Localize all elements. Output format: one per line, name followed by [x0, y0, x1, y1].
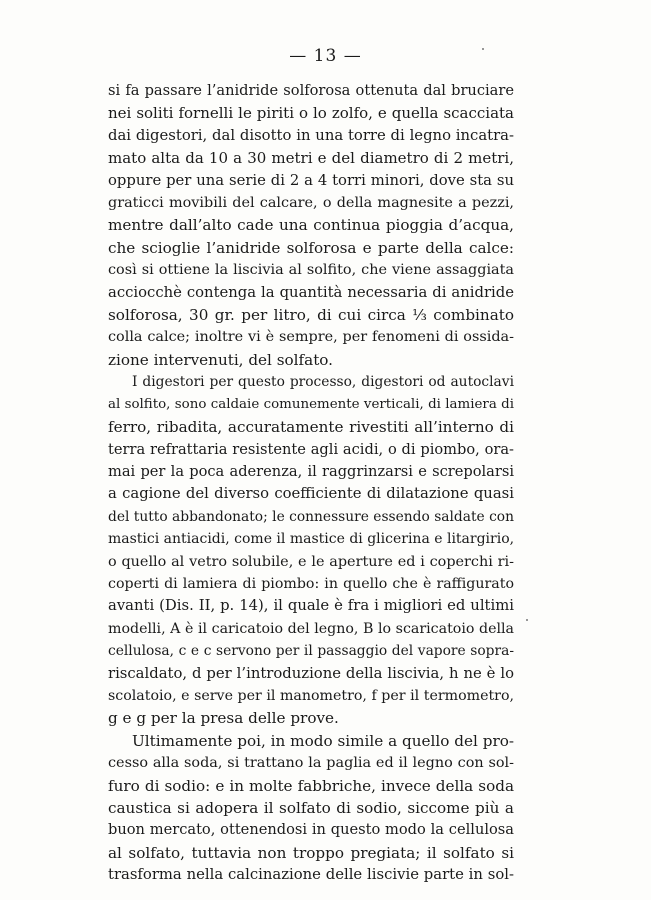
paragraph-first-line: Ultimamente poi, in modo simile a quello del pro-: [132, 731, 514, 750]
text-line: furo di sodio: e in molte fabbriche, invece della soda: [108, 776, 514, 795]
text-line: o quello al vetro solubile, e le aperture ed i coperchi ri-: [108, 553, 514, 570]
body-text: [108, 80, 514, 887]
text-line: nei soliti fornelli le piriti o lo zolfo, e quella scacciata: [108, 104, 514, 123]
text-line: così si ottiene la liscivia al solfito, che viene assaggiata: [108, 262, 514, 279]
paragraph-end-line: g e g per la presa delle prove.: [108, 709, 339, 728]
text-line: al solfito, sono caldaie comunemente verticali, di lamiera di: [108, 396, 514, 412]
text-line: oppure per una serie di 2 a 4 torri minori, dove sta su: [108, 171, 514, 189]
text-line: riscaldato, d per l’introduzione della liscivia, h ne è lo: [108, 664, 514, 682]
text-line: cellulosa, c e c servono per il passaggio del vapore sopra-: [108, 643, 514, 660]
text-line: avanti (Dis. II, p. 14), il quale è fra i migliori ed ultimi: [108, 597, 514, 615]
text-line: graticci movibili del calcare, o della magnesite a pezzi,: [108, 195, 514, 212]
text-line: buon mercato, ottenendosi in questo modo la cellulosa: [108, 821, 514, 839]
text-line: trasforma nella calcinazione delle liscivie parte in sol-: [108, 866, 514, 884]
text-line: mentre dall’alto cade una continua pioggia d’acqua,: [108, 216, 514, 235]
text-line: a cagione del diverso coefficiente di dilatazione quasi: [108, 485, 514, 503]
text-line: acciocchè contenga la quantità necessaria di anidride: [108, 283, 514, 301]
text-line: scolatoio, e serve per il manometro, f per il termometro,: [108, 687, 514, 704]
text-line: modelli, A è il caricatoio del legno, B lo scaricatoio della: [108, 620, 514, 637]
paper-speck: [526, 619, 528, 621]
text-line: coperti di lamiera di piombo: in quello che è raffigurato: [108, 575, 514, 592]
text-line: dai digestori, dal disotto in una torre di legno incatra-: [108, 126, 514, 144]
text-line: mastici antiacidi, come il mastice di glicerina e litargirio,: [108, 531, 515, 548]
paragraph-end-line: zione intervenuti, del solfato.: [108, 350, 334, 369]
text-line: mato alta da 10 a 30 metri e del diametro di 2 metri,: [108, 149, 514, 168]
paper-speck: [482, 48, 484, 50]
text-line: che scioglie l’anidride solforosa e parte della calce:: [108, 238, 514, 257]
text-line: caustica si adopera il solfato di sodio, siccome più a: [108, 799, 514, 817]
text-line: cesso alla soda, si trattano la paglia ed il legno con sol-: [108, 755, 514, 772]
text-line: mai per la poca aderenza, il raggrinzarsi e screpolarsi: [108, 462, 514, 480]
page-number: — 13 —: [289, 46, 362, 66]
text-line: ferro, ribadita, accuratamente rivestiti all’interno di: [108, 418, 514, 437]
text-line: si fa passare l’anidride solforosa ottenuta dal bruciare: [108, 82, 514, 99]
text-line: colla calce; inoltre vi è sempre, per fenomeni di ossida-: [108, 329, 514, 346]
text-line: terra refrattaria resistente agli acidi, o di piombo, ora-: [108, 440, 514, 458]
text-line: del tutto abbandonato; le connessure essendo saldate con: [108, 508, 514, 525]
text-line: al solfato, tuttavia non troppo pregiata; il solfato si: [108, 843, 514, 862]
text-line: solforosa, 30 gr. per litro, di cui circa ⅓ combinato: [108, 306, 514, 325]
paragraph-first-line: I digestori per questo processo, digestori od autoclavi: [132, 374, 514, 391]
